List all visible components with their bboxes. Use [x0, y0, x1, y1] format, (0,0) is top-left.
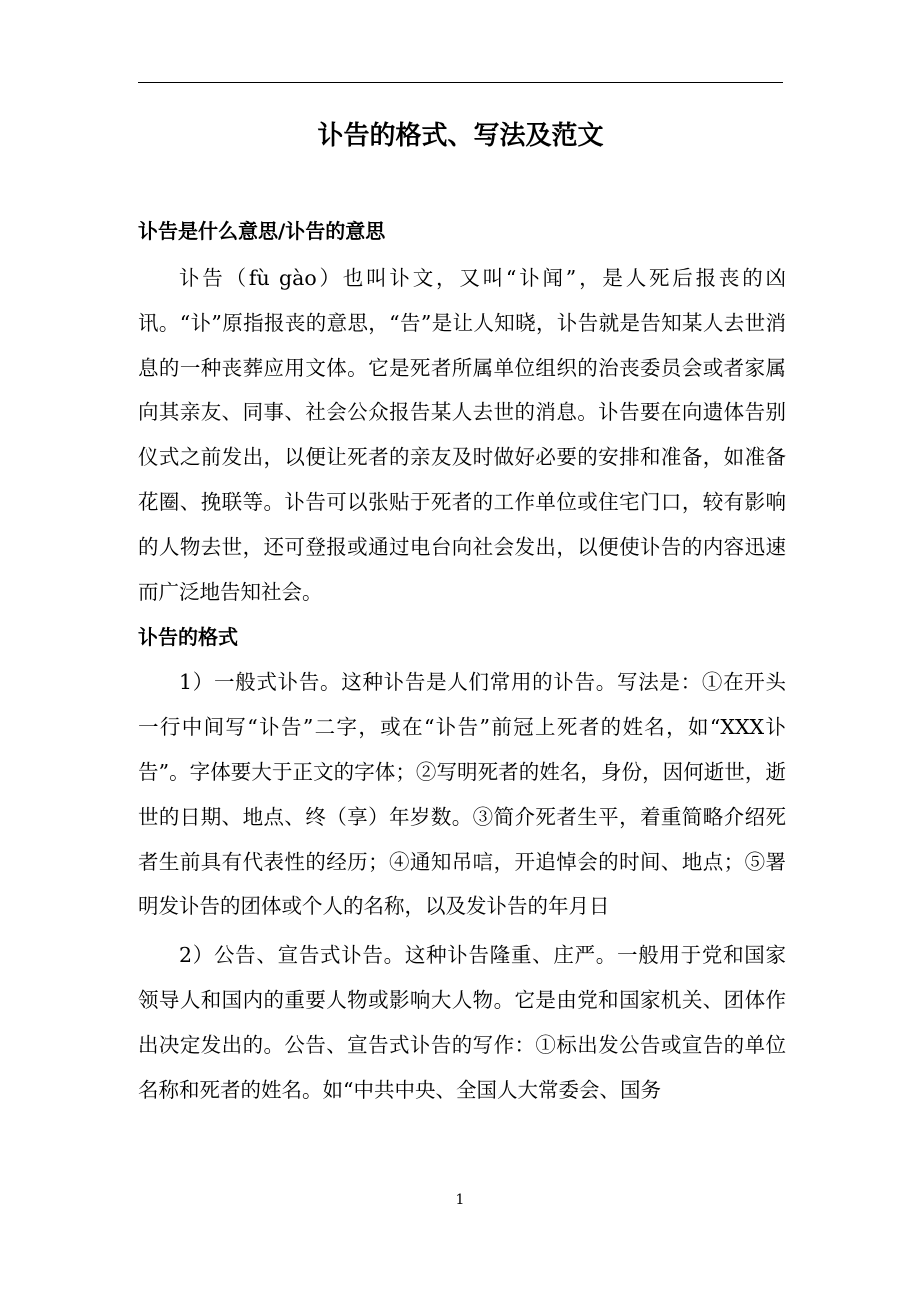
page-number: 1 [455, 1192, 465, 1208]
paragraph-meaning: 讣告（fù gào）也叫讣文，又叫“讣闻”，是人死后报丧的凶讯。“讣”原指报丧的意思，“告”是让人知晓，讣告就是告知某人去世消息的一种丧葬应用文体。它是死者所属单位组织的治丧委员会或者家属向其亲友、同事、社会公众报告某人去世的消息。讣告要在向遗体告别仪式之前发出，以便让死者的亲友及时做好必要的安排和准备，如准备花圈、挽联等。讣告可以张贴于死者的工作单位或住宅门口，较有影响的人物去世，还可登报或通过电台向社会发出，以便使讣告的内容迅速而广泛地告知社会。 [138, 266, 786, 604]
paragraph-general-obituary: 1）一般式讣告。这种讣告是人们常用的讣告。写法是：①在开头一行中间写“讣告”二字，或在“讣告”前冠上死者的姓名，如“XXX讣告”。字体要大于正文的字体；②写明死者的姓名，身份，因何逝世，逝世的日期、地点、终（享）年岁数。③简介死者生平，着重简略介绍死者生前具有代表性的经历；④通知吊唁，开追悼会的时间、地点；⑤署明发讣告的团体或个人的名称，以及发讣告的年月日 [138, 670, 786, 919]
document-body [138, 212, 786, 1112]
paragraph-announcement-obituary: 2）公告、宣告式讣告。这种讣告隆重、庄严。一般用于党和国家领导人和国内的重要人物或影响大人物。它是由党和国家机关、团体作出决定发出的。公告、宣告式讣告的写作：①标出发公告或宣告的单位名称和死者的姓名。如“中共中央、全国人大常委会、国务 [138, 943, 786, 1102]
section-heading-meaning: 讣告是什么意思/讣告的意思 [138, 219, 386, 243]
header-rule [138, 82, 783, 83]
document-title: 讣告的格式、写法及范文 [317, 121, 604, 151]
section-heading-format: 讣告的格式 [138, 625, 238, 650]
